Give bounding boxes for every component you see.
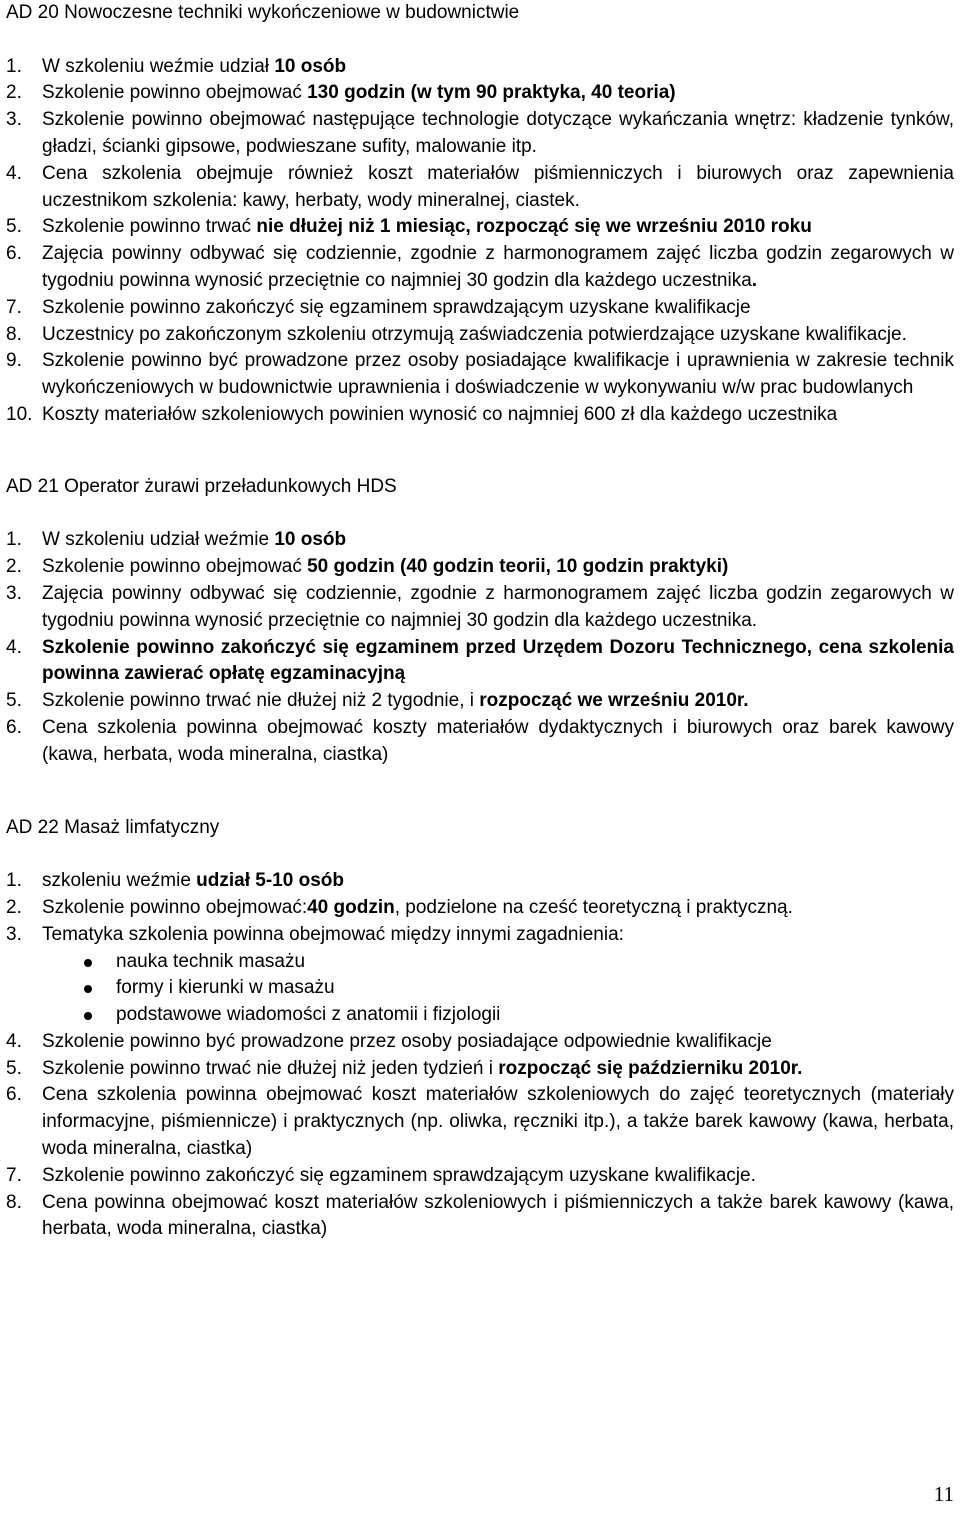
text-run: W szkoleniu udział weźmie bbox=[42, 529, 275, 551]
section-title: AD 22 Masaż limfatyczny bbox=[6, 816, 220, 838]
bold-text: udział 5-10 osób bbox=[196, 870, 344, 892]
list-item-text bbox=[42, 241, 954, 295]
text-run: Tematyka szkolenia powinna obejmować między innymi zagadnienia: bbox=[42, 923, 624, 945]
bold-text: 130 godzin (w tym 90 praktyka, 40 teoria) bbox=[307, 82, 676, 104]
bullet-list bbox=[6, 949, 954, 1029]
list-item bbox=[6, 1190, 954, 1244]
bold-text: 10 osób bbox=[274, 55, 347, 77]
text-run: Szkolenie powinno być prowadzone przez osoby posiadające odpowiednie kwalifikacje bbox=[42, 1030, 772, 1052]
list-item-paragraph bbox=[42, 214, 954, 241]
list-item-text bbox=[42, 1029, 954, 1056]
text-run: Cena szkolenia powinna obejmować koszty materiałów dydaktycznych i biurowych oraz barek kawowy (kawa, herbata, woda mineralna, ciastka) bbox=[42, 716, 954, 765]
list-item-text bbox=[42, 295, 954, 322]
text-run: Szkolenie powinno być prowadzone przez osoby posiadające kwalifikacje i uprawnienia w zakresie technik wykończeniowych w budownictwie uprawnienia i doświadczenie w wykonywaniu w/w prac budowlanych bbox=[42, 350, 954, 399]
list-item-number: 4. bbox=[6, 1030, 22, 1052]
list-item-text bbox=[42, 1190, 954, 1244]
bold-text: nie dłużej niż 1 miesiąc, rozpocząć się we wrześniu 2010 roku bbox=[256, 216, 812, 238]
list-item-paragraph bbox=[42, 161, 954, 215]
list-item-number: 5. bbox=[6, 216, 22, 238]
list-item bbox=[6, 107, 954, 161]
list-item-paragraph bbox=[42, 554, 954, 581]
list-item-number: 1. bbox=[6, 529, 22, 551]
list-item-paragraph bbox=[42, 922, 954, 949]
text-run: Szkolenie powinno obejmować następujące technologie dotyczące wykańczania wnętrz: kładzenie tynków, gładzi, ścianki gipsowe, podwieszane sufity, malowanie itp. bbox=[42, 109, 954, 157]
bold-text: . bbox=[751, 269, 758, 291]
text-run: Szkolenie powinno trwać nie dłużej niż 2 tygodnie, i bbox=[42, 690, 480, 712]
list-item-number: 3. bbox=[6, 109, 22, 131]
list-item bbox=[6, 868, 954, 895]
list-item bbox=[6, 527, 954, 554]
section-title: AD 20 Nowoczesne techniki wykończeniowe w budownictwie bbox=[6, 2, 520, 23]
text-run: Szkolenie powinno obejmować: bbox=[42, 896, 308, 918]
text-run: W szkoleniu weźmie udział bbox=[42, 55, 275, 77]
list-item-paragraph bbox=[42, 295, 954, 322]
bullet-icon bbox=[6, 1002, 116, 1029]
text-run: Cena powinna obejmować koszt materiałów szkoleniowych i piśmienniczych a także barek kawowy (kawa, herbata, woda mineralna, ciastka) bbox=[42, 1191, 954, 1240]
page-number: 11 bbox=[933, 1482, 954, 1506]
list-item bbox=[6, 581, 954, 635]
list-item-text bbox=[42, 554, 954, 581]
spacer bbox=[6, 841, 954, 868]
bold-text: 40 godzin bbox=[307, 896, 395, 918]
list-item-paragraph bbox=[42, 527, 954, 554]
list-item bbox=[6, 1163, 954, 1190]
bullet-text: formy i kierunki w masażu bbox=[116, 977, 335, 999]
list-item-number: 7. bbox=[6, 296, 22, 318]
bold-text: 50 godzin (40 godzin teorii, 10 godzin praktyki) bbox=[307, 556, 729, 578]
bullet-item bbox=[6, 949, 954, 976]
list-item-text bbox=[42, 635, 954, 689]
list-item-paragraph bbox=[42, 54, 954, 81]
bold-text: rozpocząć we wrześniu 2010r. bbox=[479, 690, 749, 712]
list-item-paragraph bbox=[42, 868, 954, 895]
list-item bbox=[6, 295, 954, 322]
list-item-number: 2. bbox=[6, 556, 22, 578]
text-run: szkoleniu weźmie bbox=[42, 870, 197, 892]
list-item-number: 10. bbox=[6, 403, 33, 425]
list-item-paragraph bbox=[42, 1163, 954, 1190]
list-item-paragraph bbox=[42, 688, 954, 715]
spacer bbox=[6, 27, 954, 54]
list-item bbox=[6, 54, 954, 81]
list-item-paragraph bbox=[42, 581, 954, 635]
text-run: Szkolenie powinno zakończyć się egzaminem sprawdzającym uzyskane kwalifikacje bbox=[42, 296, 751, 318]
list-item-number: 7. bbox=[6, 1164, 22, 1186]
list-item bbox=[6, 161, 954, 215]
bullet-item bbox=[6, 1002, 954, 1029]
bold-text: Szkolenie powinno zakończyć się egzaminem przed Urzędem Dozoru Technicznego, cena szkolenia powinna zawierać opłatę egzaminacyjną bbox=[42, 636, 954, 685]
list-item bbox=[6, 1056, 954, 1083]
list-item-number: 4. bbox=[6, 162, 22, 184]
section-title: AD 21 Operator żurawi przeładunkowych HDS bbox=[6, 475, 397, 497]
list-item-number: 5. bbox=[6, 690, 22, 712]
section bbox=[6, 474, 954, 769]
text-run: Uczestnicy po zakończonym szkoleniu otrzymują zaświadczenia potwierdzające uzyskane kwalifikacje. bbox=[42, 323, 907, 345]
list-item-text bbox=[42, 922, 954, 949]
bullet-item bbox=[6, 975, 954, 1002]
list-item-number: 1. bbox=[6, 55, 22, 77]
list-item-text bbox=[42, 107, 954, 161]
text-run: Zajęcia powinny odbywać się codziennie, zgodnie z harmonogramem zajęć liczba godzin zegarowych w tygodniu powinna wynosić przeciętnie co najmniej 30 godzin dla każdego uczestnika. bbox=[42, 582, 954, 631]
list-item bbox=[6, 348, 954, 402]
text-run: Szkolenie powinno trwać nie dłużej niż jeden tydzień i bbox=[42, 1057, 499, 1079]
bullet-icon bbox=[6, 975, 116, 1002]
list-item-paragraph bbox=[42, 635, 954, 689]
list-item-text bbox=[42, 715, 954, 769]
list-item-number: 9. bbox=[6, 350, 22, 372]
list-item-paragraph bbox=[42, 1082, 954, 1162]
list-item-paragraph bbox=[42, 1190, 954, 1244]
list-item-paragraph bbox=[42, 80, 954, 107]
list-item-text bbox=[42, 1056, 954, 1083]
list-item bbox=[6, 688, 954, 715]
list-item-paragraph bbox=[42, 241, 954, 295]
list-item-number: 2. bbox=[6, 82, 22, 104]
list-item bbox=[6, 895, 954, 922]
numbered-list bbox=[6, 527, 954, 768]
list-item-number: 4. bbox=[6, 636, 22, 658]
list-item-number: 1. bbox=[6, 870, 22, 892]
list-item bbox=[6, 241, 954, 295]
list-item-text bbox=[42, 322, 954, 349]
list-item-paragraph bbox=[42, 402, 954, 429]
text-run: , podzielone na cześć teoretyczną i praktyczną. bbox=[394, 896, 793, 918]
bold-text: rozpocząć się październiku 2010r. bbox=[498, 1057, 803, 1079]
text-run: Szkolenie powinno obejmować bbox=[42, 82, 308, 104]
list-item-text bbox=[42, 895, 954, 922]
numbered-list bbox=[6, 54, 954, 429]
section bbox=[6, 0, 954, 429]
list-item-number: 5. bbox=[6, 1057, 22, 1079]
list-item-text bbox=[42, 161, 954, 215]
list-item-number: 3. bbox=[6, 923, 22, 945]
text-run: Szkolenie powinno zakończyć się egzaminem sprawdzającym uzyskane kwalifikacje. bbox=[42, 1164, 756, 1186]
list-item-number: 6. bbox=[6, 716, 22, 738]
list-item-text bbox=[42, 402, 954, 429]
list-item-number: 6. bbox=[6, 243, 22, 265]
text-run: Szkolenie powinno obejmować bbox=[42, 556, 308, 578]
bullet-text: podstawowe wiadomości z anatomii i fizjologii bbox=[116, 1004, 501, 1026]
list-item-text bbox=[42, 348, 954, 402]
list-item bbox=[6, 715, 954, 769]
list-item-text bbox=[42, 1163, 954, 1190]
bullet-icon bbox=[6, 949, 116, 976]
bullet-text: nauka technik masażu bbox=[116, 950, 306, 972]
text-run: Koszty materiałów szkoleniowych powinien wynosić co najmniej 600 zł dla każdego uczestnika bbox=[42, 403, 838, 425]
list-item bbox=[6, 922, 954, 949]
list-item-paragraph bbox=[42, 1029, 954, 1056]
list-item bbox=[6, 1082, 954, 1162]
list-item-paragraph bbox=[42, 715, 954, 769]
text-run: Szkolenie powinno trwać bbox=[42, 216, 257, 238]
list-item-text bbox=[42, 688, 954, 715]
list-item-number: 8. bbox=[6, 323, 22, 345]
list-item-paragraph bbox=[42, 348, 954, 402]
document-content bbox=[6, 0, 954, 1243]
list-item bbox=[6, 322, 954, 349]
list-item bbox=[6, 214, 954, 241]
list-item-paragraph bbox=[42, 1056, 954, 1083]
list-item-text bbox=[42, 54, 954, 81]
list-item bbox=[6, 1029, 954, 1056]
list-item-paragraph bbox=[42, 895, 954, 922]
text-run: Cena szkolenia powinna obejmować koszt materiałów szkoleniowych do zajęć teoretycznych (materiały informacyjne, piśmiennicze) i praktycznych (np. oliwka, ręczniki itp.), a także barek kawowy (kawa, herbata, woda mineralna, ciastka) bbox=[42, 1084, 954, 1160]
list-item-text bbox=[42, 1082, 954, 1162]
bullet-list-wrapper bbox=[6, 949, 954, 1029]
list-item-text bbox=[42, 527, 954, 554]
list-item-text bbox=[42, 868, 954, 895]
list-item bbox=[6, 554, 954, 581]
section bbox=[6, 815, 954, 1244]
text-run: Zajęcia powinny odbywać się codziennie, zgodnie z harmonogramem zajęć liczba godzin zegarowych w tygodniu powinna wynosić przeciętnie co najmniej 30 godzin dla każdego uczestnika bbox=[42, 243, 954, 291]
spacer bbox=[6, 501, 954, 528]
numbered-list bbox=[6, 868, 954, 1243]
list-item-paragraph bbox=[42, 107, 954, 161]
bold-text: 10 osób bbox=[274, 529, 347, 551]
list-item-text bbox=[42, 80, 954, 107]
list-item-text bbox=[42, 214, 954, 241]
list-item-number: 8. bbox=[6, 1191, 22, 1213]
list-item-number: 2. bbox=[6, 896, 22, 918]
text-run: Cena szkolenia obejmuje również koszt materiałów piśmienniczych i biurowych oraz zapewnienia uczestnikom szkolenia: kawy, herbaty, wody mineralnej, ciastek. bbox=[42, 162, 954, 211]
list-item bbox=[6, 80, 954, 107]
list-item-text bbox=[42, 581, 954, 635]
list-item-paragraph bbox=[42, 322, 954, 349]
list-item-number: 3. bbox=[6, 582, 22, 604]
list-item-number: 6. bbox=[6, 1084, 22, 1106]
list-item bbox=[6, 635, 954, 689]
list-item bbox=[6, 402, 954, 429]
